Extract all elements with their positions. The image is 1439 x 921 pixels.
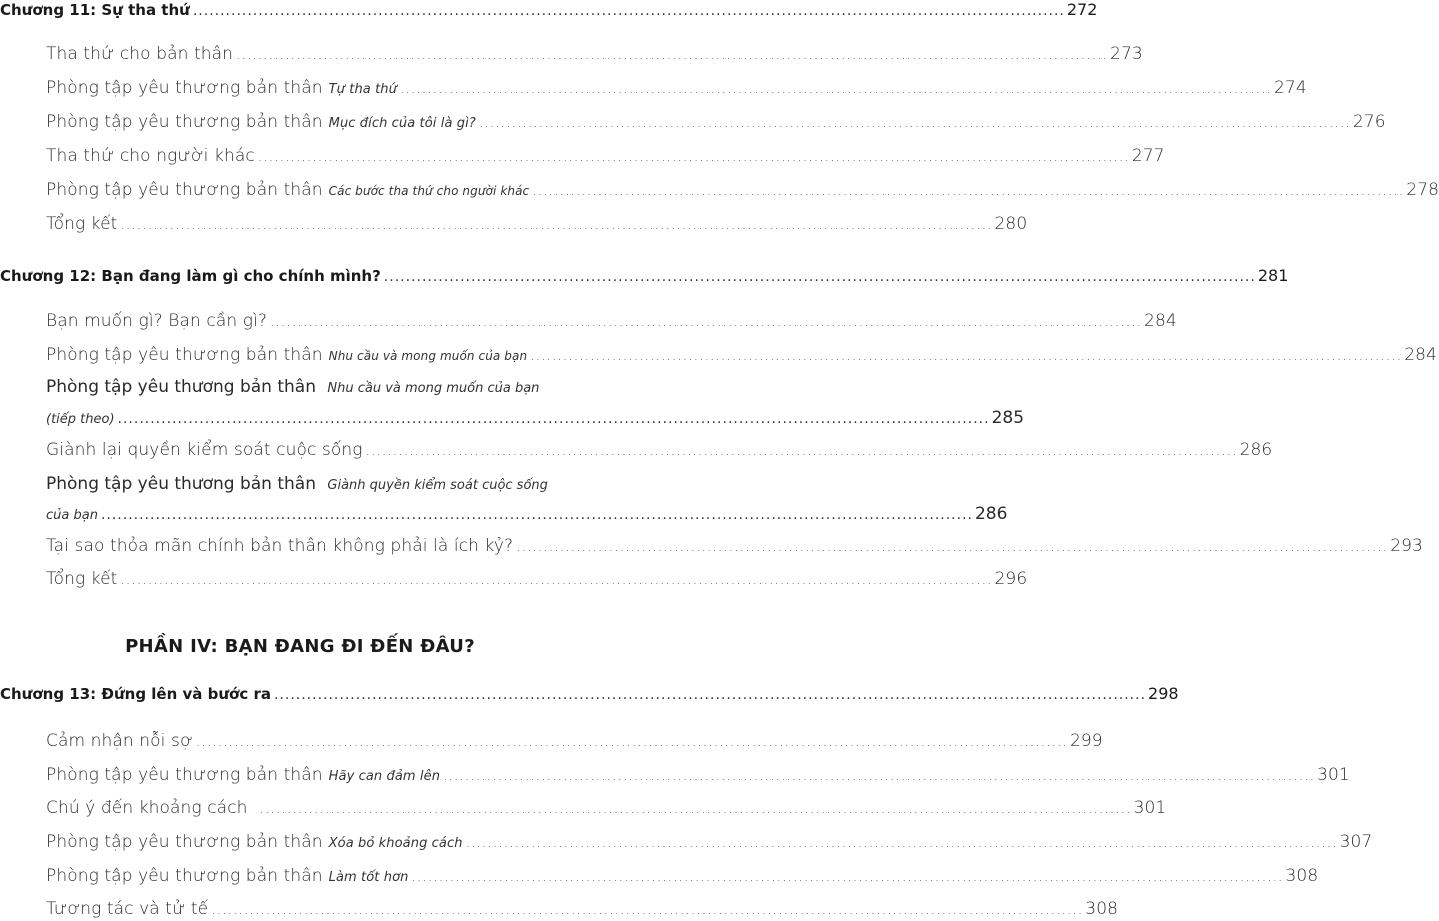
toc-entry[interactable] bbox=[46, 569, 1028, 589]
entry-continuation: của bạn bbox=[46, 508, 98, 523]
page-number: 284 bbox=[1144, 311, 1177, 331]
entry-title: Phòng tập yêu thương bản thân bbox=[46, 112, 323, 132]
toc-entry[interactable] bbox=[46, 146, 1165, 166]
dot-leader: ................................................................................................................................................................ bbox=[383, 269, 1256, 285]
entry-title: Bạn muốn gì? Bạn cần gì? bbox=[46, 311, 268, 331]
dot-leader: ................................................................................................................................................................ bbox=[270, 314, 1143, 330]
toc-entry[interactable] bbox=[46, 345, 1437, 365]
dot-leader: ................................................................................................................................................................ bbox=[192, 3, 1065, 19]
chapter-13-heading[interactable] bbox=[0, 684, 1179, 703]
entry-title: Phòng tập yêu thương bản thân bbox=[46, 474, 316, 494]
dot-leader: ................................................................................................................................................................ bbox=[443, 768, 1316, 784]
dot-leader: ................................................................................................................................................................ bbox=[117, 411, 990, 427]
entry-title: Phòng tập yêu thương bản thân bbox=[46, 345, 323, 365]
dot-leader: ................................................................................................................................................................ bbox=[259, 801, 1132, 817]
entry-title: Giành lại quyền kiểm soát cuộc sống bbox=[46, 440, 363, 460]
entry-title: Tại sao thỏa mãn chính bản thân không phải là ích kỷ? bbox=[46, 536, 514, 556]
dot-leader: ................................................................................................................................................................ bbox=[478, 115, 1351, 131]
toc-entry-continuation[interactable] bbox=[46, 504, 1008, 524]
page-number: 284 bbox=[1404, 345, 1437, 365]
entry-title: Phòng tập yêu thương bản thân bbox=[46, 180, 323, 200]
toc-entry[interactable] bbox=[46, 899, 1119, 919]
page-number: 281 bbox=[1257, 266, 1289, 285]
dot-leader: ................................................................................................................................................................ bbox=[195, 734, 1068, 750]
page-number: 298 bbox=[1148, 684, 1179, 703]
page-number: 277 bbox=[1131, 146, 1165, 166]
entry-subtitle: Nhu cầu và mong muốn của bạn bbox=[328, 349, 528, 363]
entry-subtitle: Hãy can đảm lên bbox=[328, 769, 441, 784]
dot-leader: ................................................................................................................................................................ bbox=[532, 183, 1405, 199]
page-number: 286 bbox=[974, 504, 1008, 524]
dot-leader: ................................................................................................................................................................ bbox=[100, 507, 973, 523]
toc-entry[interactable] bbox=[46, 44, 1143, 64]
dot-leader: ................................................................................................................................................................ bbox=[211, 902, 1084, 918]
page-number: 274 bbox=[1274, 78, 1307, 98]
chapter-12-heading[interactable] bbox=[0, 266, 1289, 285]
toc-entry[interactable] bbox=[46, 180, 1439, 200]
toc-entry[interactable] bbox=[46, 214, 1028, 234]
page-number: 308 bbox=[1285, 866, 1319, 886]
dot-leader: ................................................................................................................................................................ bbox=[120, 572, 993, 588]
entry-title: Cảm nhận nỗi sợ bbox=[46, 731, 193, 751]
dot-leader: ................................................................................................................................................................ bbox=[411, 869, 1284, 885]
toc-entry-first-line[interactable] bbox=[46, 474, 548, 494]
entry-title: Phòng tập yêu thương bản thân bbox=[46, 78, 323, 98]
toc-entry[interactable] bbox=[46, 866, 1319, 886]
dot-leader: ................................................................................................................................................................ bbox=[120, 217, 993, 233]
dot-leader: ................................................................................................................................................................ bbox=[257, 149, 1130, 165]
entry-title: Tha thứ cho người khác bbox=[46, 146, 255, 166]
page-number: 301 bbox=[1133, 798, 1167, 818]
toc-entry[interactable] bbox=[46, 440, 1273, 460]
toc-entry[interactable] bbox=[46, 731, 1103, 751]
entry-subtitle: Làm tốt hơn bbox=[328, 870, 409, 885]
entry-subtitle: Các bước tha thứ cho người khác bbox=[328, 184, 530, 198]
part-title: PHẦN IV: BẠN ĐANG ĐI ĐẾN ĐÂU? bbox=[125, 636, 475, 657]
toc-entry[interactable] bbox=[46, 311, 1177, 331]
page-number: 286 bbox=[1239, 440, 1273, 460]
page-number: 278 bbox=[1406, 180, 1439, 200]
entry-title: Tổng kết bbox=[46, 214, 118, 234]
chapter-title: Chương 13: Đứng lên và bước ra bbox=[0, 685, 271, 703]
entry-title: Tha thứ cho bản thân bbox=[46, 44, 234, 64]
entry-title: Phòng tập yêu thương bản thân bbox=[46, 377, 316, 397]
chapter-title: Chương 11: Sự tha thứ bbox=[0, 1, 190, 19]
dot-leader: ................................................................................................................................................................ bbox=[516, 539, 1389, 555]
page-number: 308 bbox=[1085, 899, 1119, 919]
toc-entry-continuation[interactable] bbox=[46, 408, 1025, 428]
entry-title: Tổng kết bbox=[46, 569, 118, 589]
entry-title: Chú ý đến khoảng cách bbox=[46, 798, 248, 818]
toc-entry[interactable] bbox=[46, 798, 1167, 818]
entry-title: Tương tác và tử tế bbox=[46, 899, 209, 919]
entry-subtitle: Tự tha thứ bbox=[328, 82, 397, 97]
entry-subtitle: Mục đích của tôi là gì? bbox=[328, 116, 476, 131]
dot-leader: ................................................................................................................................................................ bbox=[465, 835, 1338, 851]
chapter-title: Chương 12: Bạn đang làm gì cho chính mình? bbox=[0, 267, 381, 285]
dot-leader: ................................................................................................................................................................ bbox=[530, 348, 1403, 364]
dot-leader: ................................................................................................................................................................ bbox=[399, 81, 1272, 97]
page-number: 273 bbox=[1110, 44, 1143, 64]
entry-title: Phòng tập yêu thương bản thân bbox=[46, 866, 323, 886]
page-number: 285 bbox=[991, 408, 1025, 428]
entry-title: Phòng tập yêu thương bản thân bbox=[46, 832, 323, 852]
page-number: 272 bbox=[1066, 0, 1098, 19]
toc-entry[interactable] bbox=[46, 832, 1373, 852]
dot-leader: ................................................................................................................................................................ bbox=[236, 47, 1109, 63]
entry-title: Phòng tập yêu thương bản thân bbox=[46, 765, 323, 785]
entry-subtitle: Xóa bỏ khoảng cách bbox=[328, 836, 463, 851]
page-number: 276 bbox=[1352, 112, 1386, 132]
toc-entry[interactable] bbox=[46, 112, 1386, 132]
toc-entry[interactable] bbox=[46, 78, 1307, 98]
toc-entry[interactable] bbox=[46, 536, 1423, 556]
entry-subtitle: Giành quyền kiểm soát cuộc sống bbox=[327, 478, 548, 493]
toc-entry-first-line[interactable] bbox=[46, 377, 539, 397]
entry-continuation: (tiếp theo) bbox=[46, 412, 115, 427]
page-number: 299 bbox=[1069, 731, 1103, 751]
page-number: 280 bbox=[994, 214, 1028, 234]
page-number: 301 bbox=[1317, 765, 1350, 785]
entry-subtitle: Nhu cầu và mong muốn của bạn bbox=[327, 381, 540, 396]
page-number: 293 bbox=[1390, 536, 1423, 556]
dot-leader: ................................................................................................................................................................ bbox=[273, 687, 1147, 703]
page-number: 307 bbox=[1339, 832, 1373, 852]
toc-entry[interactable] bbox=[46, 765, 1350, 785]
chapter-11-heading[interactable] bbox=[0, 0, 1098, 19]
dot-leader: ................................................................................................................................................................ bbox=[365, 443, 1238, 459]
page-number: 296 bbox=[994, 569, 1028, 589]
